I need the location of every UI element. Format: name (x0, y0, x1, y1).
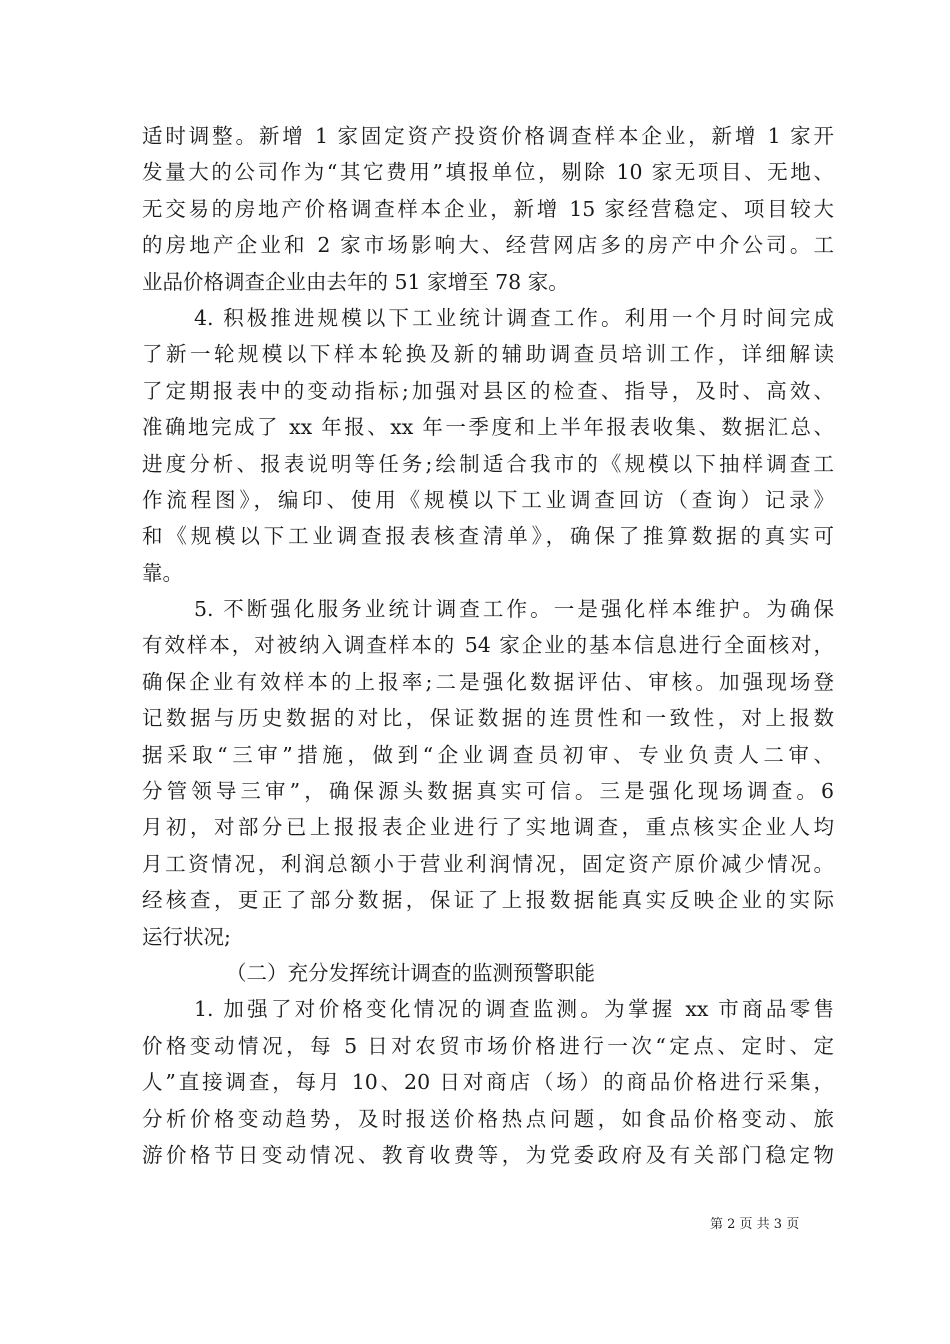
body-text-line: 靠。 (142, 560, 183, 585)
paragraph-first-line: 5. 不断强化服务业统计调查工作。一是强化样本维护。为确保 (194, 597, 834, 622)
page-number-footer: 第 2 页 共 3 页 (710, 1217, 800, 1232)
body-text-line: 了定期报表中的变动指标;加强对县区的检查、指导，及时、高效、 (142, 378, 834, 403)
body-text-line: 分析价格变动趋势，及时报送价格热点问题，如食品价格变动、旅 (142, 1106, 834, 1131)
body-text-line: 和《规模以下工业调查报表核查清单》，确保了推算数据的真实可 (142, 524, 834, 549)
body-text-line: 分管领导三审”，确保源头数据真实可信。三是强化现场调查。6 (142, 779, 834, 804)
paragraph-first-line: 4. 积极推进规模以下工业统计调查工作。利用一个月时间完成 (194, 305, 834, 330)
body-text-line: 进度分析、报表说明等任务;绘制适合我市的《规模以下抽样调查工 (142, 451, 834, 476)
body-text-line: 无交易的房地产价格调查样本企业，新增 15 家经营稳定、项目较大 (142, 196, 834, 221)
document-body (142, 118, 834, 1173)
body-text-line: 发量大的公司作为“其它费用”填报单位，剔除 10 家无项目、无地、 (142, 160, 834, 185)
body-text-line: 人”直接调查，每月 10、20 日对商店（场）的商品价格进行采集， (142, 1070, 834, 1095)
body-text-line: 业品价格调查企业由去年的 51 家增至 78 家。 (142, 269, 569, 294)
body-text-line: 记数据与历史数据的对比，保证数据的连贯性和一致性，对上报数 (142, 706, 834, 731)
paragraph-first-line: 1. 加强了对价格变化情况的调查监测。为掌握 xx 市商品零售 (194, 997, 834, 1022)
body-text-line: 价格变动情况，每 5 日对农贸市场价格进行一次“定点、定时、定 (142, 1033, 834, 1058)
body-text-line: 游价格节日变动情况、教育收费等，为党委政府及有关部门稳定物 (142, 1142, 834, 1167)
body-text-line: 月初，对部分已上报报表企业进行了实地调查，重点核实企业人均 (142, 815, 834, 840)
body-text-line: 据采取“三审”措施，做到“企业调查员初审、专业负责人二审、 (142, 742, 834, 767)
body-text-line: 准确地完成了 xx 年报、xx 年一季度和上半年报表收集、数据汇总、 (142, 415, 834, 440)
body-text-line: 确保企业有效样本的上报率;二是强化数据评估、审核。加强现场登 (142, 669, 834, 694)
body-text-line: 有效样本，对被纳入调查样本的 54 家企业的基本信息进行全面核对， (142, 633, 834, 658)
section-heading: （二）充分发挥统计调查的监测预警职能 (226, 960, 595, 985)
body-text-line: 运行状况; (142, 924, 231, 949)
body-text-line: 作流程图》，编印、使用《规模以下工业调查回访（查询）记录》 (142, 487, 834, 512)
body-text-line: 的房地产企业和 2 家市场影响大、经营网店多的房产中介公司。工 (142, 233, 834, 258)
body-text-line: 适时调整。新增 1 家固定资产投资价格调查样本企业，新增 1 家开 (142, 124, 834, 148)
body-text-line: 经核查，更正了部分数据，保证了上报数据能真实反映企业的实际 (142, 888, 834, 913)
body-text-line: 了新一轮规模以下样本轮换及新的辅助调查员培训工作，详细解读 (142, 342, 834, 367)
body-text-line: 月工资情况，利润总额小于营业利润情况，固定资产原价减少情况。 (142, 851, 834, 876)
